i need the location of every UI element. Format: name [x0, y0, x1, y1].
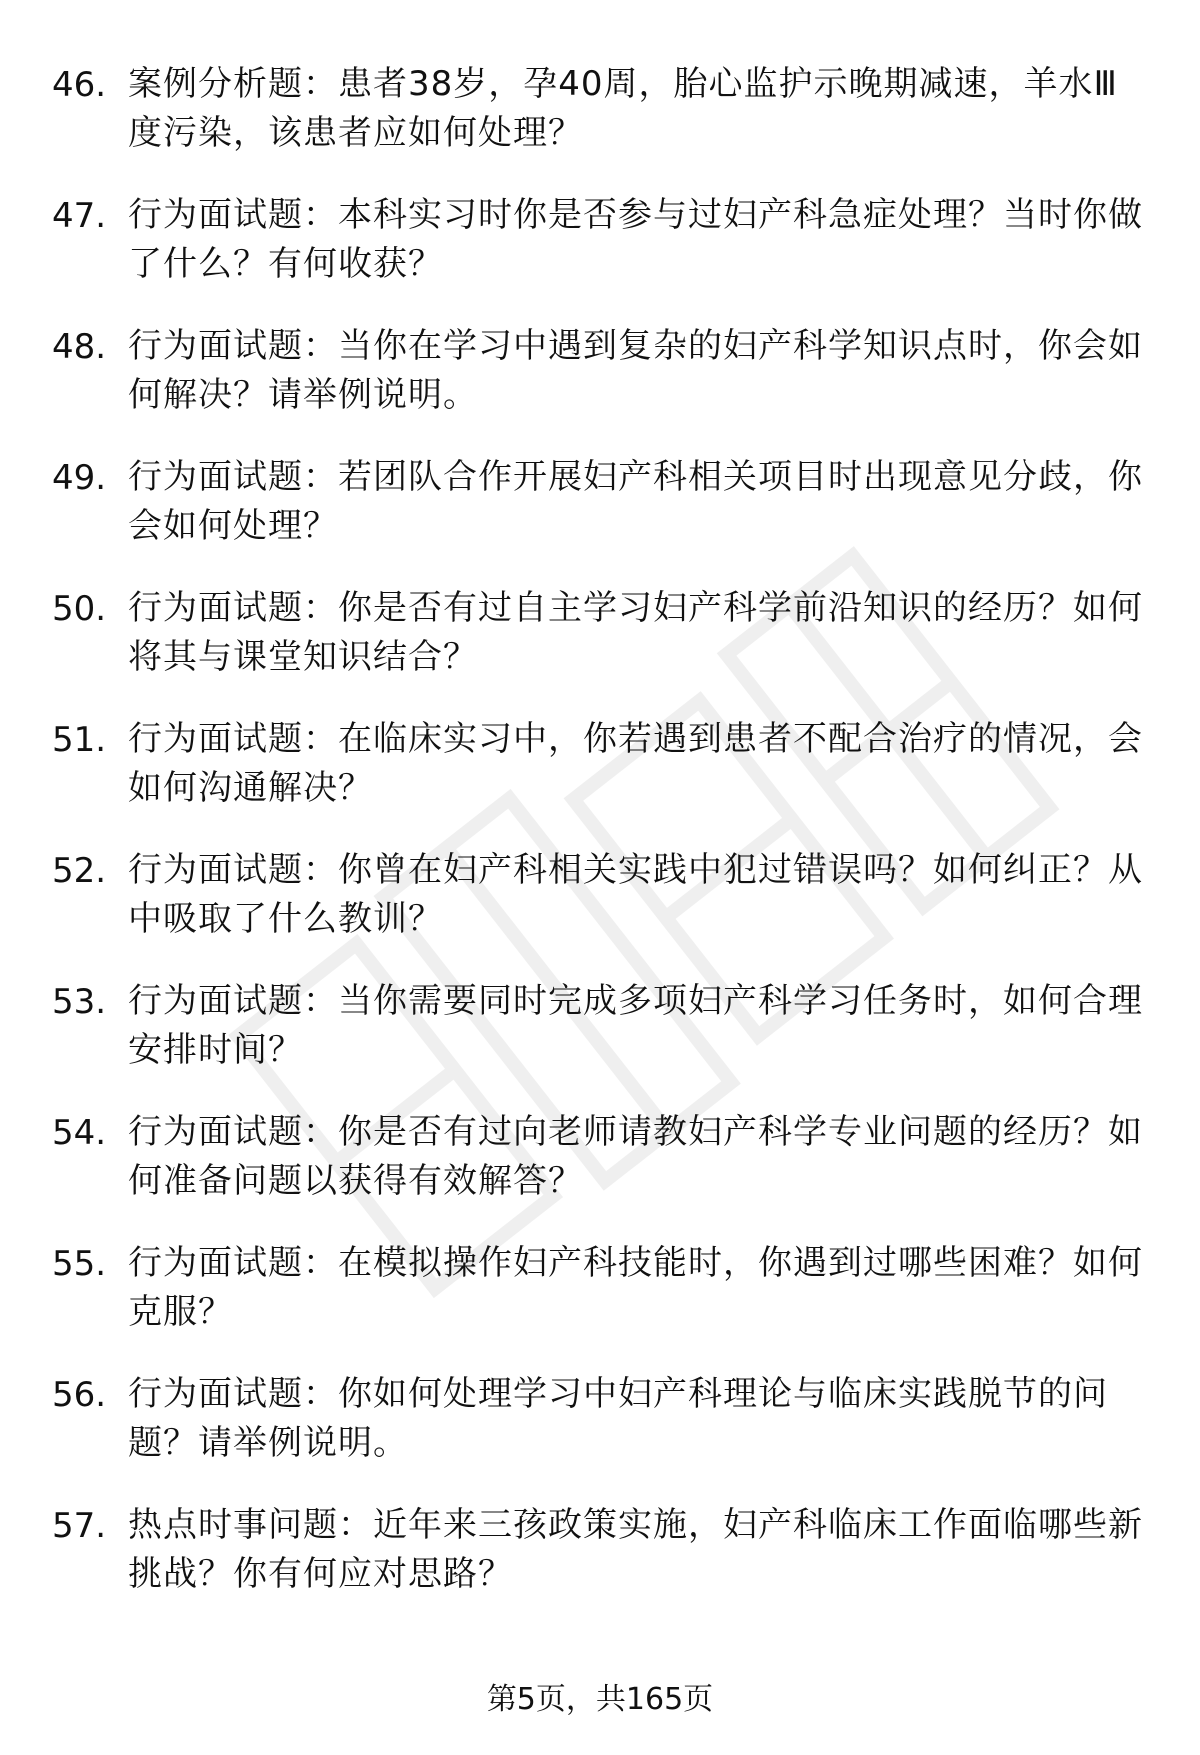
- question-item: [0, 320, 1200, 451]
- question-item: [0, 58, 1200, 189]
- question-number: 46.: [52, 65, 107, 105]
- question-number: 53.: [52, 982, 107, 1022]
- question-item: [0, 1237, 1200, 1368]
- question-number: 48.: [52, 327, 107, 367]
- question-item: [0, 1106, 1200, 1237]
- question-text: 行为面试题：在模拟操作妇产科技能时，你遇到过哪些困难？如何克服？: [128, 1243, 1143, 1332]
- question-number: 52.: [52, 851, 107, 891]
- question-text: 案例分析题：患者38岁，孕40周，胎心监护示晚期减速，羊水Ⅲ度污染，该患者应如何处理？: [128, 64, 1118, 153]
- question-number: 57.: [52, 1506, 107, 1546]
- question-number: 56.: [52, 1375, 107, 1415]
- question-text: 行为面试题：你是否有过自主学习妇产科学前沿知识的经历？如何将其与课堂知识结合？: [128, 588, 1143, 677]
- question-text: 行为面试题：你如何处理学习中妇产科理论与临床实践脱节的问题？请举例说明。: [128, 1374, 1108, 1463]
- question-item: [0, 451, 1200, 582]
- question-item: [0, 975, 1200, 1106]
- question-item: [0, 713, 1200, 844]
- question-item: [0, 1499, 1200, 1630]
- question-text: 热点时事问题：近年来三孩政策实施，妇产科临床工作面临哪些新挑战？你有何应对思路？: [128, 1505, 1143, 1594]
- question-text: 行为面试题：本科实习时你是否参与过妇产科急症处理？当时你做了什么？有何收获？: [128, 195, 1143, 284]
- question-text: 行为面试题：若团队合作开展妇产科相关项目时出现意见分歧，你会如何处理？: [128, 457, 1143, 546]
- question-number: 47.: [52, 196, 107, 236]
- page-indicator: 第5页，共165页: [486, 1682, 714, 1717]
- question-number: 54.: [52, 1113, 107, 1153]
- question-number: 51.: [52, 720, 107, 760]
- question-text: 行为面试题：你是否有过向老师请教妇产科学专业问题的经历？如何准备问题以获得有效解答？: [128, 1112, 1143, 1201]
- question-text: 行为面试题：当你需要同时完成多项妇产科学习任务时，如何合理安排时间？: [128, 981, 1143, 1070]
- question-text: 行为面试题：在临床实习中，你若遇到患者不配合治疗的情况，会如何沟通解决？: [128, 719, 1143, 808]
- question-text: 行为面试题：你曾在妇产科相关实践中犯过错误吗？如何纠正？从中吸取了什么教训？: [128, 850, 1143, 939]
- question-item: [0, 189, 1200, 320]
- question-number: 49.: [52, 458, 107, 498]
- question-item: [0, 844, 1200, 975]
- question-number: 55.: [52, 1244, 107, 1284]
- question-number: 50.: [52, 589, 107, 629]
- question-item: [0, 1368, 1200, 1499]
- question-text: 行为面试题：当你在学习中遇到复杂的妇产科学知识点时，你会如何解决？请举例说明。: [128, 326, 1143, 415]
- question-item: [0, 582, 1200, 713]
- question-list: [0, 58, 1200, 1630]
